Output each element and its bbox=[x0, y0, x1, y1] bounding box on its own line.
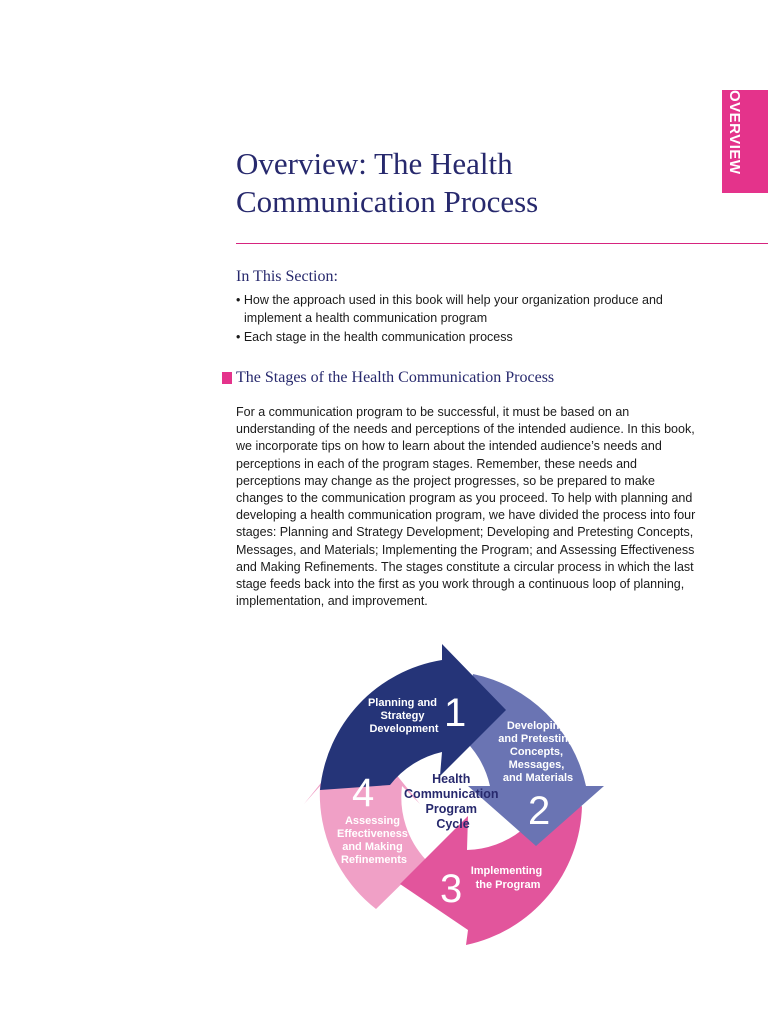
stages-heading: The Stages of the Health Communication Process bbox=[236, 369, 555, 386]
health-communication-cycle-diagram bbox=[290, 640, 620, 960]
title-line-2: Communication Process bbox=[236, 184, 539, 219]
section-marker bbox=[222, 372, 232, 384]
stage-label-line: Concepts, bbox=[509, 746, 564, 758]
bullet-item: • Each stage in the health communication process bbox=[236, 330, 513, 344]
stage-4-label bbox=[337, 815, 411, 866]
stage-label-line: and Materials bbox=[502, 772, 574, 784]
center-line: Communication bbox=[404, 787, 499, 801]
stage-label-line: Implementing bbox=[470, 865, 543, 877]
stage-4-number: 4 bbox=[352, 771, 375, 815]
stage-label-line: Planning and bbox=[367, 697, 437, 709]
stage-label-line: and Making bbox=[342, 841, 403, 853]
stage-label-line: the Program bbox=[475, 879, 541, 891]
overview-side-tab bbox=[722, 90, 768, 193]
stage-label-line: Strategy bbox=[380, 710, 425, 722]
stage-label-line: Messages, bbox=[508, 759, 565, 771]
center-line: Cycle bbox=[436, 817, 470, 831]
stage-3-number: 3 bbox=[440, 867, 463, 911]
title-divider bbox=[236, 243, 768, 244]
stage-label-line: and Pretesting bbox=[498, 733, 575, 745]
page-title bbox=[236, 145, 706, 221]
stage-label-line: Effectiveness bbox=[337, 828, 408, 840]
stage-2-number: 2 bbox=[528, 789, 551, 833]
section-bullet-list bbox=[236, 292, 696, 349]
title-line-1: Overview: The Health bbox=[236, 146, 513, 181]
stage-label-line: Development bbox=[369, 723, 439, 735]
stage-2-label bbox=[498, 720, 577, 784]
in-this-section-heading: In This Section: bbox=[236, 268, 338, 285]
stages-body-paragraph: For a communication program to be successful, it must be based on an understanding of the needs and perceptions of the intended audience. In this book, we incorporate tips on how to learn about the intended audience’s needs and perceptions in each of the program stages. Remember, these needs and perceptions may change as the project progresses, so be prepared to make changes to the communication program as you proceed. To help with planning and developing a health communication program, we have divided the process into four stages: Planning and Strategy Development; Developing and Pretesting Concepts, Messages, and Materials; Implementing the Program; and Assessing Effectiveness and Making Refinements. The stages constitute a circular process in which the last stage feeds back into the first as you work through a continuous loop of planning, implementation, and improvement. bbox=[236, 405, 696, 609]
side-tab-label: OVERVIEW bbox=[726, 90, 743, 175]
stage-label-line: Assessing bbox=[344, 815, 400, 827]
stage-label-line: Refinements bbox=[340, 854, 408, 866]
center-line: Program bbox=[425, 802, 477, 816]
bullet-item: • How the approach used in this book will help your organization produce and implement a health communication program bbox=[236, 293, 663, 325]
stage-label-line: Developing bbox=[506, 720, 567, 732]
stage-1-number: 1 bbox=[444, 691, 467, 735]
center-line: Health bbox=[432, 772, 471, 786]
